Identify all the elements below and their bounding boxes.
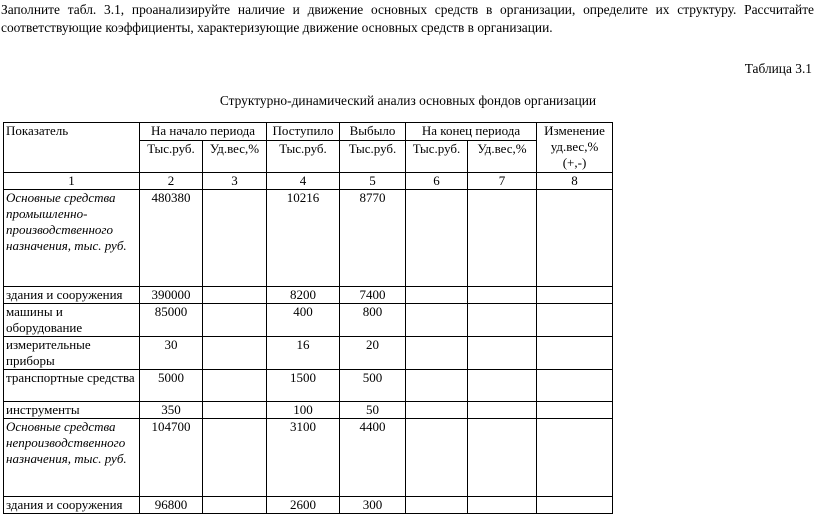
change-cell: [537, 402, 613, 419]
change-cell: [537, 287, 613, 304]
end-value-cell: [406, 497, 468, 514]
table-caption: Таблица 3.1: [744, 61, 812, 76]
start-share-cell: [203, 402, 267, 419]
table-row: [4, 370, 613, 402]
start-share-cell: [203, 370, 267, 402]
table-title: Структурно-динамический анализ основных фондов организации: [219, 93, 597, 108]
row-label: транспортные средства: [4, 370, 140, 402]
received-value: 16: [267, 337, 340, 370]
table-row: [4, 497, 613, 514]
end-share-cell: [468, 287, 537, 304]
received-value: 400: [267, 304, 340, 337]
column-number: 8: [537, 173, 613, 190]
end-share-cell: [468, 497, 537, 514]
received-value: 2600: [267, 497, 340, 514]
received-value: 10216: [267, 190, 340, 287]
header-start-thous-rub: Тыс.руб.: [140, 141, 203, 173]
table-row: [4, 304, 613, 337]
header-row-1: [4, 123, 613, 141]
end-share-cell: [468, 419, 537, 497]
received-value: 8200: [267, 287, 340, 304]
change-cell: [537, 304, 613, 337]
received-value: 1500: [267, 370, 340, 402]
column-number: 7: [468, 173, 537, 190]
row-label: Основные средства промышленно-производственного назначения, тыс. руб.: [4, 190, 140, 287]
fixed-assets-table: [3, 122, 613, 514]
end-value-cell: [406, 287, 468, 304]
end-value-cell: [406, 419, 468, 497]
end-value-cell: [406, 190, 468, 287]
column-numbers-row: [4, 173, 613, 190]
header-end-period: На конец периода: [406, 123, 537, 141]
received-value: 3100: [267, 419, 340, 497]
column-number: 5: [340, 173, 406, 190]
row-label: Основные средства непроизводственного назначения, тыс. руб.: [4, 419, 140, 497]
end-value-cell: [406, 337, 468, 370]
header-start-period: На начало периода: [140, 123, 267, 141]
retired-value: 500: [340, 370, 406, 402]
retired-value: 4400: [340, 419, 406, 497]
change-cell: [537, 370, 613, 402]
end-value-cell: [406, 402, 468, 419]
start-share-cell: [203, 337, 267, 370]
start-value: 390000: [140, 287, 203, 304]
table-row: [4, 402, 613, 419]
row-label: измерительные приборы: [4, 337, 140, 370]
end-value-cell: [406, 304, 468, 337]
start-value: 30: [140, 337, 203, 370]
end-share-cell: [468, 370, 537, 402]
end-share-cell: [468, 190, 537, 287]
header-start-share: Уд.вес,%: [203, 141, 267, 173]
column-number: 6: [406, 173, 468, 190]
header-end-thous-rub: Тыс.руб.: [406, 141, 468, 173]
retired-value: 8770: [340, 190, 406, 287]
start-share-cell: [203, 190, 267, 287]
retired-value: 800: [340, 304, 406, 337]
task-instructions: Заполните табл. 3.1, проанализируйте наличие и движение основных средств в организации, определите их структуру. Рассчитайте соответствующие коэффициенты, характеризующие движение основных средств в организации.: [1, 2, 814, 35]
start-share-cell: [203, 304, 267, 337]
received-value: 100: [267, 402, 340, 419]
start-share-cell: [203, 419, 267, 497]
start-value: 96800: [140, 497, 203, 514]
header-retired: Выбыло: [340, 123, 406, 141]
retired-value: 300: [340, 497, 406, 514]
start-share-cell: [203, 497, 267, 514]
header-indicator: Показатель: [4, 123, 140, 173]
column-number: 1: [4, 173, 140, 190]
change-cell: [537, 419, 613, 497]
row-label: инструменты: [4, 402, 140, 419]
change-cell: [537, 190, 613, 287]
header-received-thous-rub: Тыс.руб.: [267, 141, 340, 173]
start-value: 480380: [140, 190, 203, 287]
end-share-cell: [468, 304, 537, 337]
table-row: [4, 419, 613, 497]
row-label: здания и сооружения: [4, 497, 140, 514]
column-number: 2: [140, 173, 203, 190]
end-share-cell: [468, 402, 537, 419]
start-value: 5000: [140, 370, 203, 402]
table-row: [4, 287, 613, 304]
header-received: Поступило: [267, 123, 340, 141]
start-value: 350: [140, 402, 203, 419]
change-cell: [537, 497, 613, 514]
table-row: [4, 337, 613, 370]
header-retired-thous-rub: Тыс.руб.: [340, 141, 406, 173]
start-value: 104700: [140, 419, 203, 497]
row-label: машины и оборудование: [4, 304, 140, 337]
end-value-cell: [406, 370, 468, 402]
header-end-share: Уд.вес,%: [468, 141, 537, 173]
change-cell: [537, 337, 613, 370]
row-label: здания и сооружения: [4, 287, 140, 304]
start-share-cell: [203, 287, 267, 304]
retired-value: 50: [340, 402, 406, 419]
column-number: 3: [203, 173, 267, 190]
retired-value: 7400: [340, 287, 406, 304]
end-share-cell: [468, 337, 537, 370]
header-change: Изменение уд.вес,% (+,-): [537, 123, 613, 173]
column-number: 4: [267, 173, 340, 190]
retired-value: 20: [340, 337, 406, 370]
table-row: [4, 190, 613, 287]
start-value: 85000: [140, 304, 203, 337]
